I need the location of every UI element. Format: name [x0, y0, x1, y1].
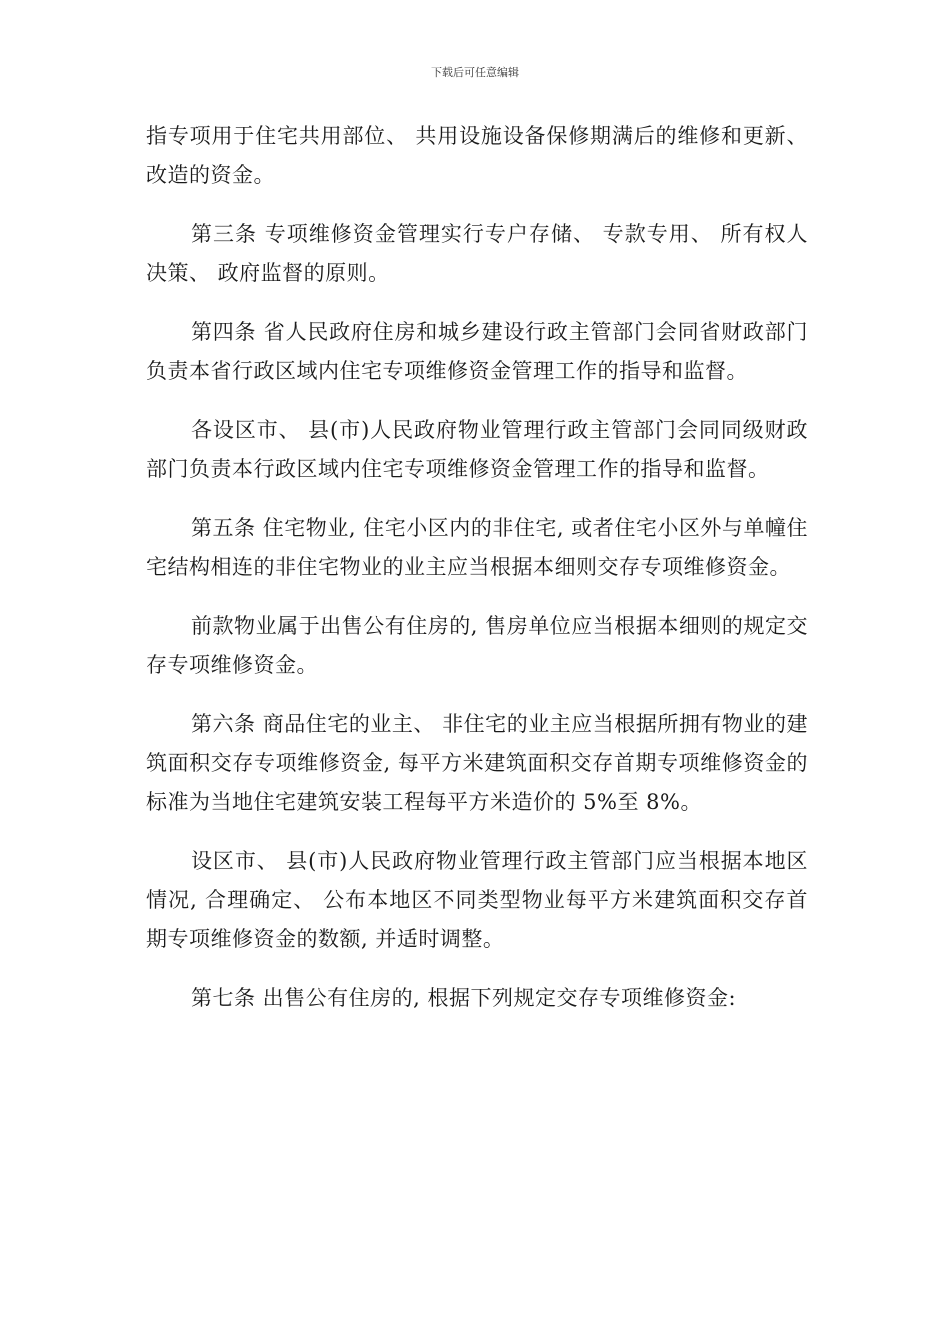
paragraph-article-7: 第七条 出售公有住房的, 根据下列规定交存专项维修资金: — [191, 986, 737, 1010]
paragraph-article-5-public-housing: 前款物业属于出售公有住房的, 售房单位应当根据本细则的规定交存专项维修资金。 — [146, 614, 808, 677]
paragraph-article-3: 第三条 专项维修资金管理实行专户存储、 专款专用、 所有权人决策、 政府监督的原则。 — [146, 222, 808, 285]
paragraph-article-4-county: 各设区市、 县(市)人民政府物业管理行政主管部门会同同级财政部门负责本行政区域内住宅专项维修资金管理工作的指导和监督。 — [146, 418, 808, 481]
paragraph-article-5: 第五条 住宅物业, 住宅小区内的非住宅, 或者住宅小区外与单幢住宅结构相连的非住宅物业的业主应当根据本细则交存专项维修资金。 — [146, 516, 808, 579]
document-body — [146, 117, 808, 1038]
page-header-note: 下载后可任意编辑 — [431, 66, 519, 79]
paragraph-article-4: 第四条 省人民政府住房和城乡建设行政主管部门会同省财政部门负责本省行政区域内住宅专项维修资金管理工作的指导和监督。 — [146, 320, 808, 383]
paragraph-article-6-local-standard: 设区市、 县(市)人民政府物业管理行政主管部门应当根据本地区情况, 合理确定、 公布本地区不同类型物业每平方米建筑面积交存首期专项维修资金的数额, 并适时调整。 — [146, 849, 808, 951]
paragraph-continuation: 指专项用于住宅共用部位、 共用设施设备保修期满后的维修和更新、 改造的资金。 — [146, 124, 808, 187]
paragraph-article-6: 第六条 商品住宅的业主、 非住宅的业主应当根据所拥有物业的建筑面积交存专项维修资金, 每平方米建筑面积交存首期专项维修资金的标准为当地住宅建筑安装工程每平方米造价的 5%至 8%。 — [146, 712, 808, 814]
